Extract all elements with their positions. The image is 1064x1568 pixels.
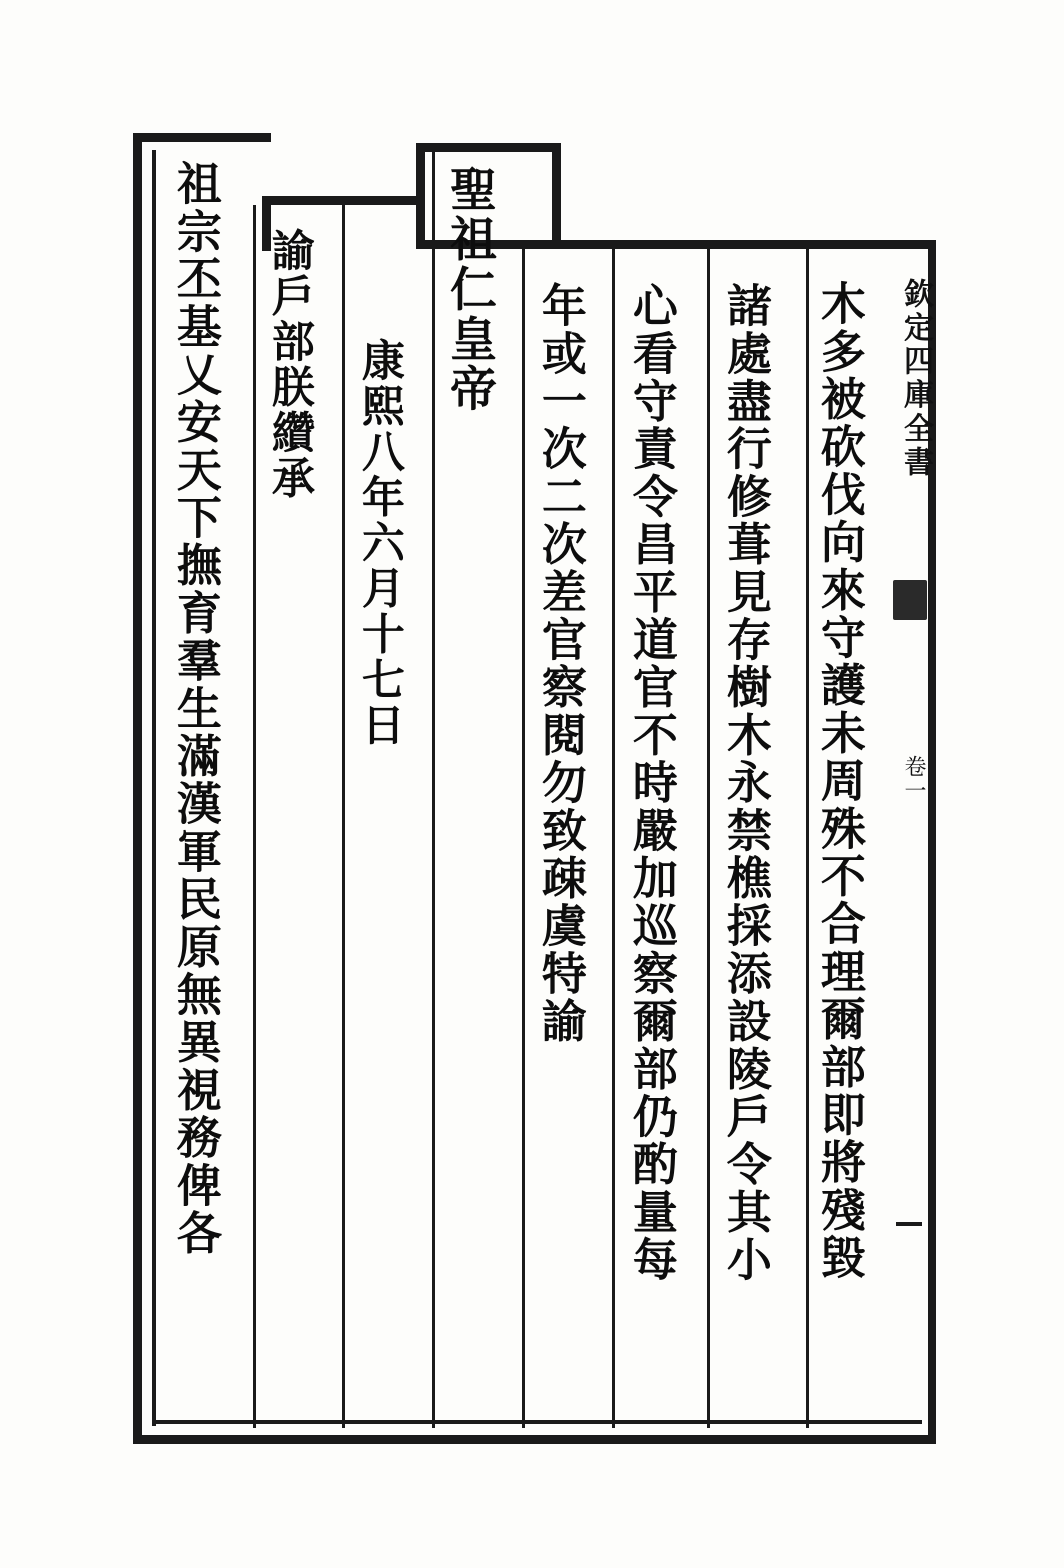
text-column-1: 木多被砍伐向來守護未周殊不合理爾部即將殘毀: [812, 280, 866, 1282]
column-rule-5: [432, 152, 435, 1428]
column-rule-1: [806, 248, 809, 1428]
column-rule-2: [707, 248, 710, 1428]
spine-dash-mark: [896, 1222, 922, 1226]
frame-step-riser-2: [552, 143, 561, 243]
frame-top-left: [133, 133, 271, 142]
frame-bottom: [133, 1435, 936, 1444]
text-column-6-date: 康熙八年六月十七日: [354, 338, 405, 749]
text-column-3: 心看守責令昌平道官不時嚴加巡察爾部仍酌量每: [624, 282, 678, 1284]
frame-left-inner: [152, 150, 156, 1426]
column-rule-6: [342, 205, 345, 1428]
column-rule-3: [612, 248, 615, 1428]
text-column-2: 諸處盡行修葺見存樹木永禁樵採添設陵戶令其小: [718, 282, 772, 1284]
seal-mark: [893, 580, 927, 620]
edition-title: 欽定四庫全書: [898, 278, 933, 480]
frame-top-step-3: [262, 196, 422, 205]
column-rule-7: [253, 205, 256, 1428]
text-column-4: 年或一次二次差官察閱勿致疎虞特諭: [533, 282, 587, 1046]
text-column-8: 祖宗丕基乂安天下撫育羣生滿漢軍民原無異視務俾各: [168, 160, 222, 1258]
frame-left-outer: [133, 133, 142, 1443]
column-rule-4: [522, 248, 525, 1428]
frame-top-mid: [416, 143, 561, 152]
text-column-5-imperial-title: 聖祖仁皇帝: [441, 165, 497, 415]
text-column-7-edict-heading: 諭戶部朕纘承: [264, 228, 315, 502]
volume-label: 卷一: [901, 755, 926, 804]
